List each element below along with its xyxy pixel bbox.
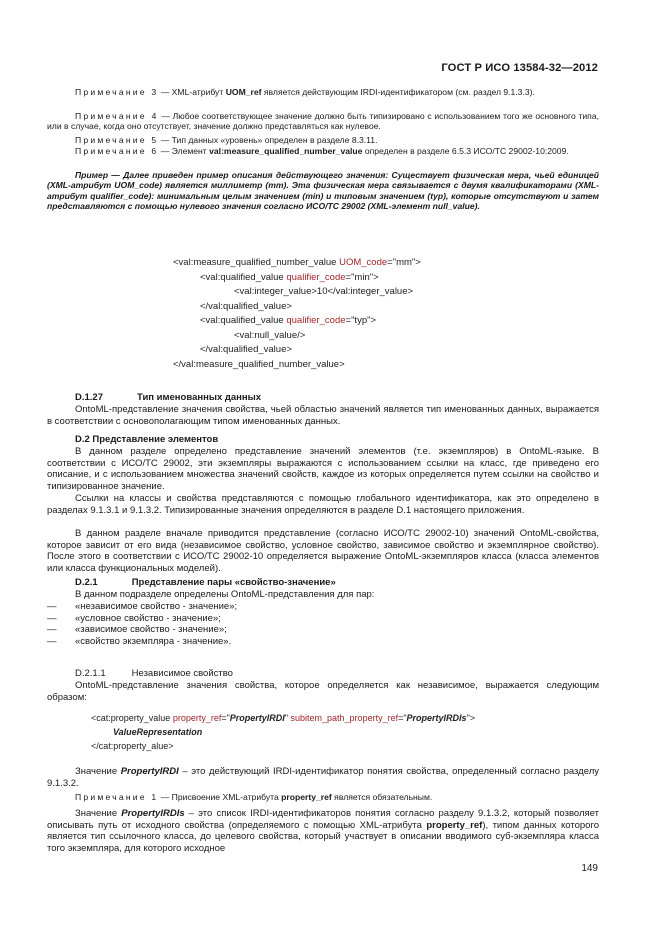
subsection-heading: D.2.1.1 Независимое свойство [75, 668, 233, 679]
code-line: <cat:property_value property_ref="PropertyIRDI" subitem_path_property_ref="PropertyIRDIs"> [91, 713, 476, 723]
page-number: 149 [581, 863, 598, 874]
code-line: </val:qualified_value> [200, 301, 292, 312]
paragraph: Значение PropertyIRDI – это действующий IRDI-идентификатор понятия свойства, определенный согласно разделу 9.1.3.2. [47, 766, 599, 789]
document-header: ГОСТ Р ИСО 13584-32—2012 [441, 62, 598, 74]
list-item: — «независимое свойство - значение»; [47, 601, 238, 612]
list-item: — «условное свойство - значение»; [47, 612, 221, 624]
section-heading: D.2.1 Представление пары «свойство-значение» [75, 577, 336, 588]
section-heading: D.1.27 Тип именованных данных [75, 392, 262, 403]
code-line: ValueRepresentation [113, 727, 203, 737]
code-line: <val:integer_value>10</val:integer_value> [234, 286, 414, 297]
code-line: </val:qualified_value> [200, 344, 292, 355]
section-heading: D.2 Представление элементов [75, 434, 219, 445]
paragraph: В данном разделе вначале приводится представление (согласно ИСО/ТС 29002-10) значений OntoML-свойства, которое зависит от его вида (независимое свойство, условное свойство, зависимое свойство и экземплярное свойство). После этого в соответствии с ИСО/ТС 29002-10 определяется выражение OntoML-экземпляров класса (класса элементов или класса функциональных моделей). [47, 528, 599, 575]
note-6: Примечание 6 — Элемент val:measure_qualified_number_value определен в разделе 6.5.3 ИСО/ТС 29002-10:2009. [75, 146, 569, 156]
paragraph: В данном подразделе определены OntoML-представления для пар: [75, 589, 375, 600]
note-5: Примечание 5 — Тип данных «уровень» определен в разделе 8.3.11. [75, 135, 378, 145]
note-1: Примечание 1 — Присвоение XML-атрибута property_ref является обязательным. [75, 792, 433, 802]
paragraph: OntoML-представление значения свойства, которое определяется как независимое, выражается следующим образом: [47, 680, 599, 703]
paragraph: В данном разделе определено представление значений элементов (т.е. экземпляров) в OntoML-языке. В соответствии с ИСО/ТС 29002, эти экземпляры выражаются с использованием ссылки на класс, где приведено его описание, и с использованием множества значений свойств, каждое из которых определяется путем ссылки на свойство и типизированное значение. [47, 446, 599, 493]
pair-list [47, 601, 237, 648]
code-line: </cat:property_alue> [91, 741, 174, 751]
paragraph: Ссылки на классы и свойства представляются с помощью глобального идентификатора, как это определено в разделах 9.1.3.1 и 9.1.3.2. Типизированные значения определяются в разделе D.1 настоящего приложения. [47, 493, 599, 516]
code-line: <val:qualified_value qualifier_code="min"> [200, 272, 379, 283]
list-item: — «свойство экземпляра - значение». [47, 636, 232, 648]
note-3: Примечание 3 — XML-атрибут UOM_ref является действующим IRDI-идентификатором (см. раздел 9.1.3.3). [75, 87, 535, 97]
note-4: Примечание 4 — Любое соответствующее значение должно быть типизировано с использованием того же основного типа, или в случае, когда оно отсутствует, значение должно представляться как нулевое. [47, 111, 599, 132]
code-line: </val:measure_qualified_number_value> [173, 359, 345, 370]
example-text: Пример — Далее приведен пример описания действующего значения: Существует физическая мера, чьей единицей (XML-атрибут UOM_code) является миллиметр (mm). Эта физическая мера связывается с двумя квалификаторами (XML-атрибут qualifier_code): минимальным целым значением (min) и типовым значением (typ), которые отсутствуют и затем представляются с помощью нулевого значения согласно ИСО/ТС 29002 (XML-элемент null_value). [47, 170, 599, 212]
paragraph: OntoML-представление значения свойства, чьей областью значений является тип именованных данных, выражается в соответствии с основополагающим типом именованных данных. [47, 404, 599, 427]
code-line: <val:measure_qualified_number_value UOM_code="mm"> [173, 257, 421, 268]
code-line: <val:null_value/> [234, 330, 306, 341]
code-line: <val:qualified_value qualifier_code="typ"> [200, 315, 377, 326]
paragraph: Значение PropertyIRDIs – это список IRDI-идентификаторов понятия согласно разделу 9.1.3.2, который позволяет описывать путь от исходного свойства (определяемого с помощью XML-атрибута property_ref), типом данных которого является тип ссылочного класса, до целевого свойства, который участвует в описании вводимого суб-экземпляра класса того экземпляра, для которого исходное [47, 808, 600, 855]
list-item: — «зависимое свойство - значение»; [47, 624, 227, 636]
